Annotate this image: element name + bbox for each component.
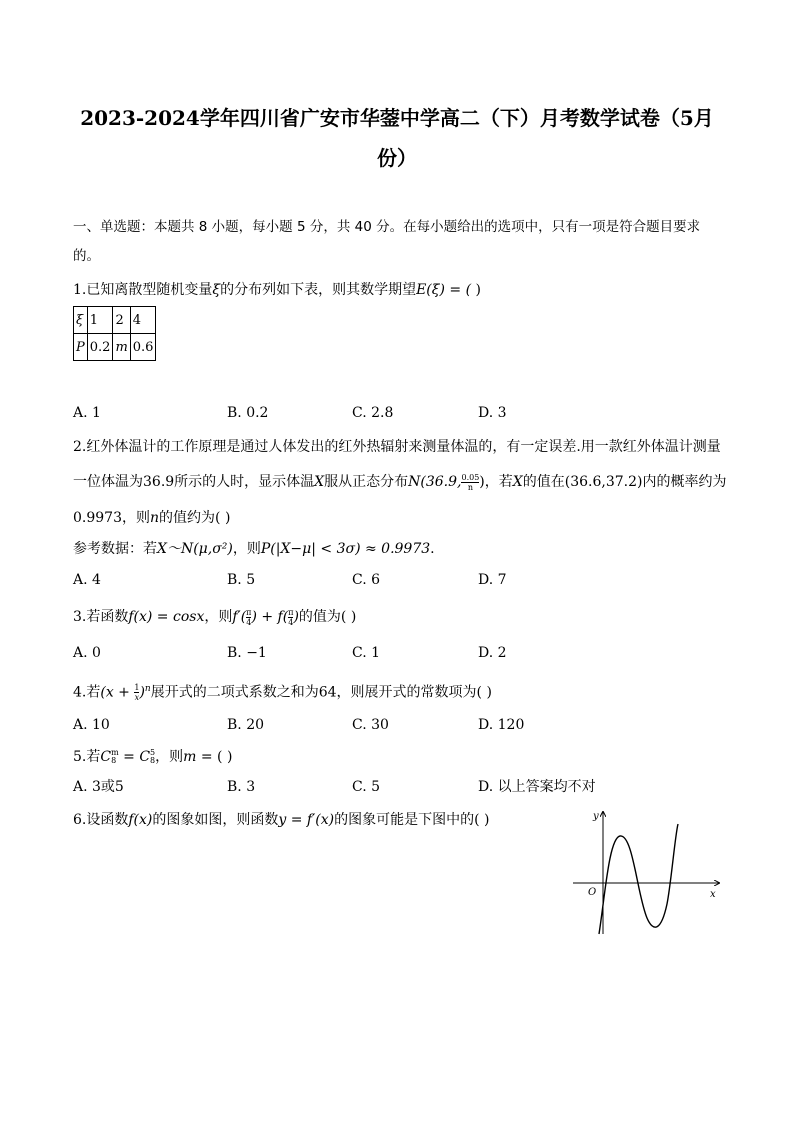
section1-instructions-line1: 一、单选题：本题共 8 小题，每小题 5 分，共 40 分。在每小题给出的选项中，只有一项是符合题目要求: [73, 219, 701, 235]
question-2-stem-line1: 2.红外体温计的工作原理是通过人体发出的红外热辐射来测量体温的，有一定误差.用一款红外体温计测量: [73, 439, 721, 455]
table-cell: 0.2: [87, 334, 113, 361]
q2-option-a[interactable]: A. 4: [73, 572, 101, 588]
table-cell: 2: [113, 307, 130, 334]
q3-option-c[interactable]: C. 1: [352, 645, 381, 661]
table-cell: ξ: [74, 307, 88, 334]
exam-title-line1: 2023-2024学年四川省广安市华蓥中学高二（下）月考数学试卷（5月: [80, 106, 714, 130]
section1-instructions-line2: 的。: [73, 248, 100, 264]
fraction: $\frac{0.05}{n}$: [461, 472, 480, 492]
q5-option-a[interactable]: A. 3或5: [73, 779, 124, 795]
question-2-stem-line3: 0.9973，则n的值约为( ): [73, 510, 231, 526]
question-2-reference: 参考数据：若X～N(μ,σ²)，则P(|X−μ| < 3σ) ≈ 0.9973.: [73, 541, 435, 557]
q1-option-b[interactable]: B. 0.2: [227, 405, 269, 421]
q1-option-d[interactable]: D. 3: [478, 405, 507, 421]
q5-option-d[interactable]: D. 以上答案均不对: [478, 779, 596, 795]
fraction: $\frac{\pi}{4}$: [288, 607, 294, 627]
q4-option-d[interactable]: D. 120: [478, 717, 525, 733]
q2-option-d[interactable]: D. 7: [478, 572, 507, 588]
q3-option-d[interactable]: D. 2: [478, 645, 507, 661]
q4-option-b[interactable]: B. 20: [227, 717, 265, 733]
q3-option-b[interactable]: B. −1: [227, 645, 267, 661]
table-cell: m: [113, 334, 130, 361]
table-cell: 0.6: [130, 334, 156, 361]
table-cell: 1: [87, 307, 113, 334]
question-5-stem: 5.若C m 8 = C 5 8 ，则m = ( ): [73, 748, 233, 765]
table-cell: P: [74, 334, 88, 361]
table-row: [74, 334, 156, 361]
function-curve: [599, 824, 678, 934]
q1-option-a[interactable]: A. 1: [73, 405, 101, 421]
distribution-table: [73, 306, 156, 361]
q2-option-c[interactable]: C. 6: [352, 572, 381, 588]
q2-option-b[interactable]: B. 5: [227, 572, 256, 588]
x-axis-label: x: [710, 889, 716, 900]
q4-option-c[interactable]: C. 30: [352, 717, 389, 733]
question-4-stem: 4.若(x + $\frac{1}{x})^n$展开式的二项式系数之和为64，则展开式的常数项为( ): [73, 683, 492, 703]
question-6-stem: 6.设函数f(x)的图象如图，则函数y = f′(x)的图象可能是下图中的( ): [73, 812, 490, 828]
exam-title-line2: 份）: [377, 146, 417, 170]
fraction: $\frac{1}{x}$: [134, 683, 140, 703]
table-row: [74, 307, 156, 334]
q4-option-a[interactable]: A. 10: [73, 717, 110, 733]
origin-label: O: [588, 887, 597, 898]
q3-option-a[interactable]: A. 0: [73, 645, 101, 661]
function-graph: [565, 806, 725, 941]
q5-option-c[interactable]: C. 5: [352, 779, 381, 795]
table-cell: 4: [130, 307, 156, 334]
fraction: $\frac{\pi}{4}$: [246, 607, 252, 627]
q5-option-b[interactable]: B. 3: [227, 779, 256, 795]
y-axis-label: y: [593, 811, 599, 822]
question-3-stem: 3.若函数f(x) = cosx，则f′( $\frac{\pi}{4}$ ) + f( $\frac{\pi}{4}$ )的值为( ): [73, 607, 357, 627]
question-1-stem: 1.已知离散型随机变量ξ的分布列如下表，则其数学期望E(ξ) = ( ): [73, 282, 481, 298]
q1-option-c[interactable]: C. 2.8: [352, 405, 394, 421]
question-2-stem-line2: 一位体温为36.9所示的人时，显示体温X服从正态分布N(36.9, $\frac{0.05}{n}$ )，若X的值在(36.6,37.2)内的概率约为: [73, 472, 727, 492]
